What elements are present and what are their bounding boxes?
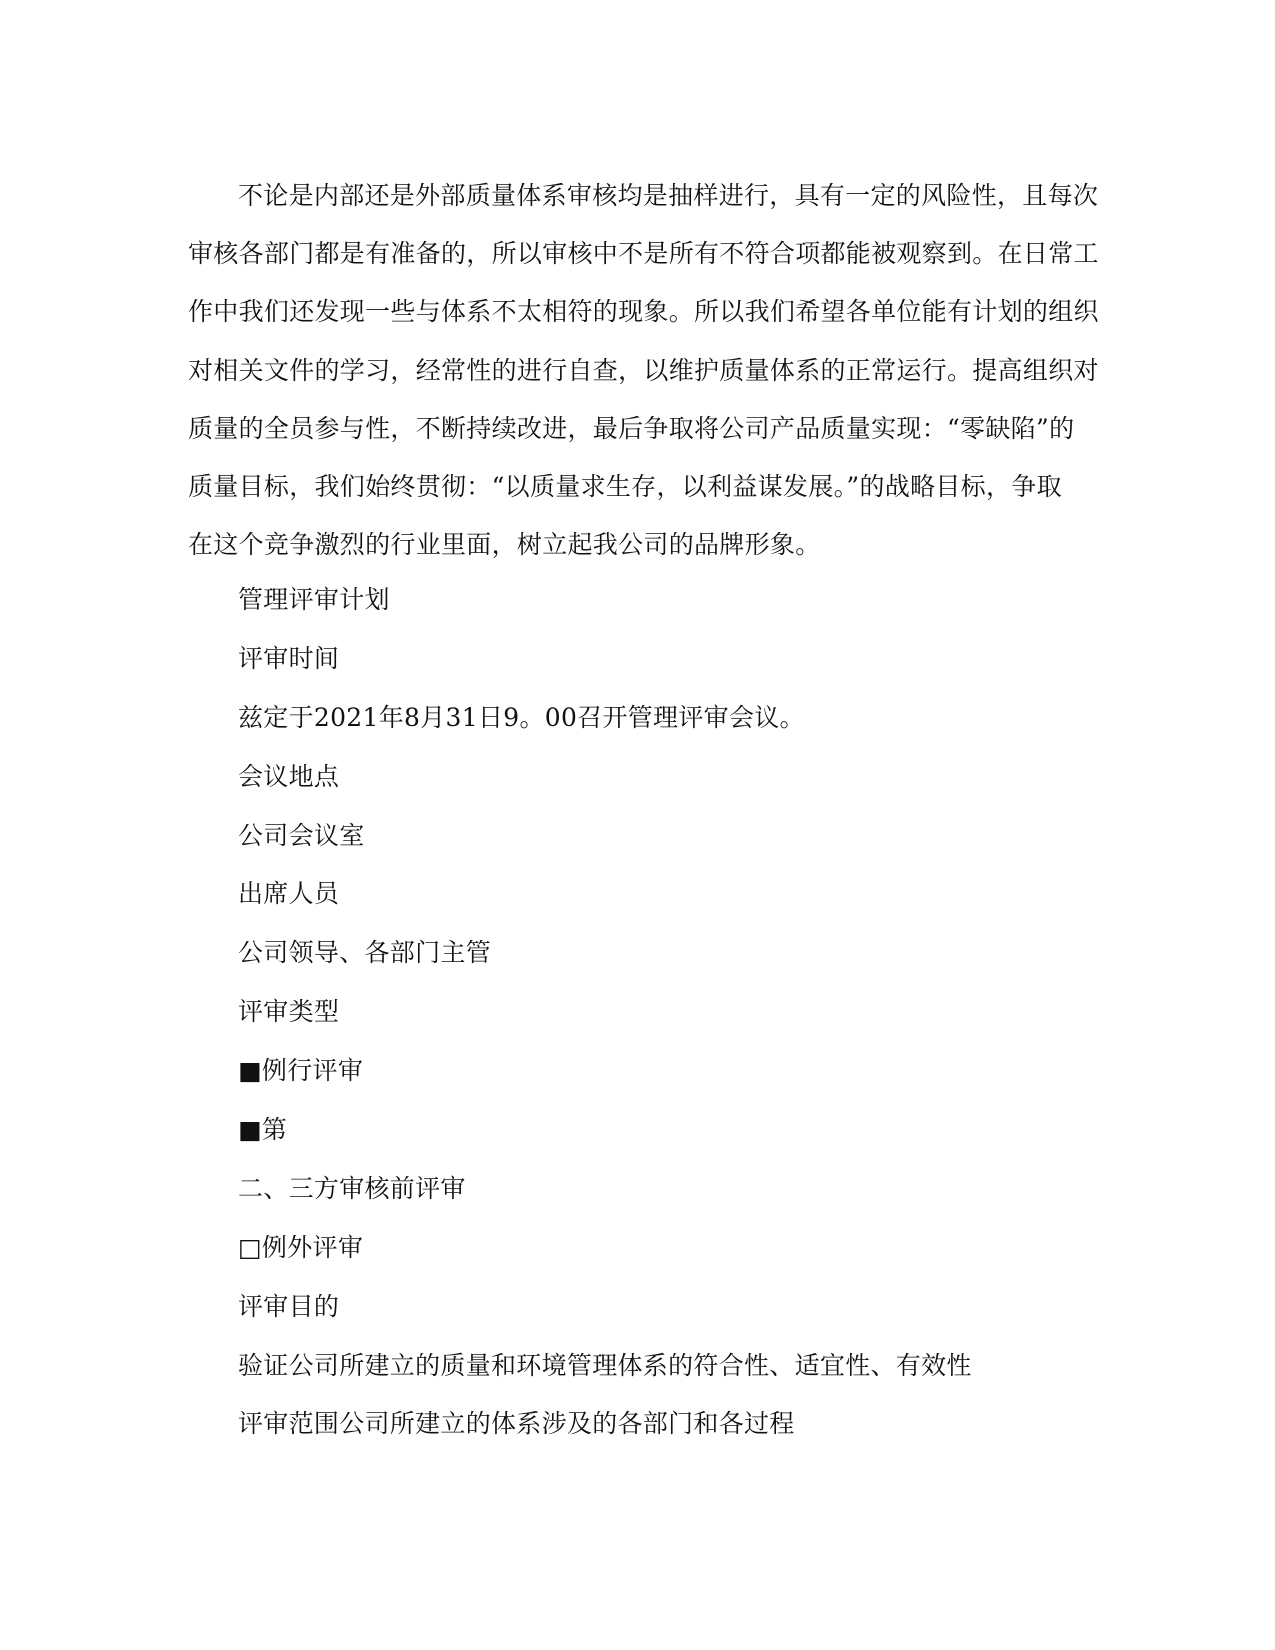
field-value: 评审范围公司所建立的体系涉及的各部门和各过程 xyxy=(238,1409,795,1439)
section-heading: 管理评审计划 xyxy=(238,585,390,614)
field-label: 评审目的 xyxy=(238,1291,340,1321)
paragraph-line: 在这个竞争激烈的行业里面，树立起我公司的品牌形象。 xyxy=(188,530,821,560)
field-value: 公司领导、各部门主管 xyxy=(238,938,492,968)
field-value: 验证公司所建立的质量和环境管理体系的符合性、适宜性、有效性 xyxy=(238,1350,972,1380)
field-label: 评审类型 xyxy=(238,997,340,1027)
field-value: 兹定于2021年8月31日9。00召开管理评审会议。 xyxy=(238,702,805,732)
paragraph-line: 审核各部门都是有准备的，所以审核中不是所有不符合项都能被观察到。在日常工 xyxy=(188,239,1099,269)
paragraph-line: 质量目标，我们始终贯彻：“以质量求生存，以利益谋发展。”的战略目标，争取 xyxy=(188,472,1062,502)
paragraph-line: 不论是内部还是外部质量体系审核均是抽样进行，具有一定的风险性，且每次 xyxy=(238,181,1099,210)
field-value: 公司会议室 xyxy=(238,820,365,850)
review-plan-list xyxy=(238,580,972,1463)
checkbox-option-checked: ■第 xyxy=(238,1115,288,1145)
checkbox-option-continuation: 二、三方审核前评审 xyxy=(238,1173,466,1203)
paragraph-line: 对相关文件的学习，经常性的进行自查，以维护质量体系的正常运行。提高组织对 xyxy=(188,355,1099,385)
checkbox-option-checked: ■例行评审 xyxy=(238,1056,364,1086)
paragraph-line: 质量的全员参与性，不断持续改进，最后争取将公司产品质量实现：“零缺陷”的 xyxy=(188,413,1075,443)
field-label: 评审时间 xyxy=(238,643,340,673)
intro-paragraph xyxy=(188,167,1099,574)
field-label: 会议地点 xyxy=(238,761,340,791)
paragraph-line: 作中我们还发现一些与体系不太相符的现象。所以我们希望各单位能有计划的组织 xyxy=(188,297,1099,327)
field-label: 出席人员 xyxy=(238,879,340,909)
checkbox-option-unchecked: □例外评审 xyxy=(238,1232,364,1262)
